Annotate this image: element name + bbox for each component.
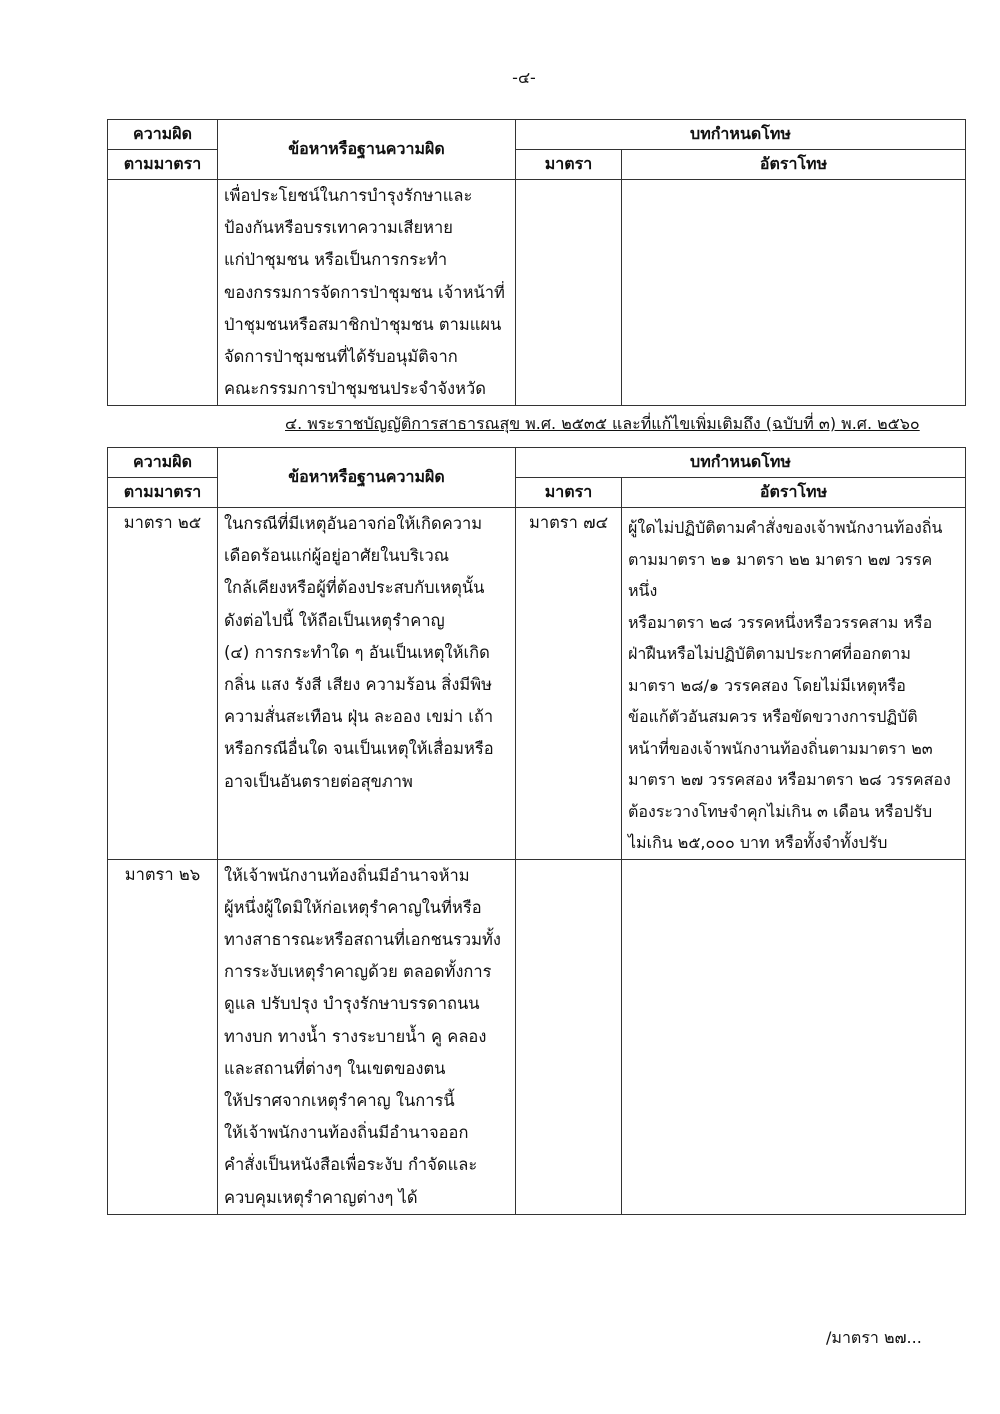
offense-cell: มาตรา ๒๖: [108, 859, 218, 1214]
header-penalty: บทกำหนดโทษ: [516, 448, 966, 478]
offense-cell: มาตรา ๒๕: [108, 508, 218, 860]
offense-cell: [108, 180, 218, 406]
header-charge: ข้อหาหรือฐานความผิด: [218, 448, 516, 508]
header-offense-line2: ตามมาตรา: [108, 478, 218, 508]
header-offense-line2: ตามมาตรา: [108, 150, 218, 180]
table-row: [108, 859, 966, 1214]
section-cell: [516, 859, 622, 1214]
page-number: -๔-: [512, 68, 536, 87]
header-offense: ความผิด: [108, 120, 218, 150]
charge-cell: เพื่อประโยชน์ในการบำรุงรักษาและ ป้องกันหรือบรรเทาความเสียหาย แก่ป่าชุมชน หรือเป็นการกระทำ ของกรรมการจัดการป่าชุมชน เจ้าหน้าที่ ป่าชุมชนหรือสมาชิกป่าชุมชน ตามแผน จัดการป่าชุมชนที่ได้รับอนุมัติจาก คณะกรรมการป่าชุมชนประจำจังหวัด: [218, 180, 516, 406]
header-rate: อัตราโทษ: [622, 150, 966, 180]
rate-cell: [622, 180, 966, 406]
header-penalty: บทกำหนดโทษ: [516, 120, 966, 150]
table-row: [108, 508, 966, 860]
header-section: มาตรา: [516, 150, 622, 180]
section-cell: [516, 180, 622, 406]
header-charge: ข้อหาหรือฐานความผิด: [218, 120, 516, 180]
rate-cell: ผู้ใดไม่ปฏิบัติตามคำสั่งของเจ้าพนักงานท้องถิ่น ตามมาตรา ๒๑ มาตรา ๒๒ มาตรา ๒๗ วรรคหนึ่ง หรือมาตรา ๒๘ วรรคหนึ่งหรือวรรคสาม หรือ ฝ่าฝืนหรือไม่ปฏิบัติตามประกาศที่ออกตาม มาตรา ๒๘/๑ วรรคสอง โดยไม่มีเหตุหรือ ข้อแก้ตัวอันสมควร หรือขัดขวางการปฏิบัติ หน้าที่ของเจ้าพนักงานท้องถิ่นตามมาตรา ๒๓ มาตรา ๒๗ วรรคสอง หรือมาตรา ๒๘ วรรคสอง ต้องระวางโทษจำคุกไม่เกิน ๓ เดือน หรือปรับ ไม่เกิน ๒๕,๐๐๐ บาท หรือทั้งจำทั้งปรับ: [622, 508, 966, 860]
section-cell: มาตรา ๗๔: [516, 508, 622, 860]
charge-cell: ให้เจ้าพนักงานท้องถิ่นมีอำนาจห้าม ผู้หนึ่งผู้ใดมิให้ก่อเหตุรำคาญในที่หรือ ทางสาธารณะหรือสถานที่เอกชนรวมทั้ง การระงับเหตุรำคาญด้วย ตลอดทั้งการ ดูแล ปรับปรุง บำรุงรักษาบรรดาถนน ทางบก ทางน้ำ รางระบายน้ำ คู คลอง และสถานที่ต่างๆ ในเขตของตน ให้ปราศจากเหตุรำคาญ ในการนี้ ให้เจ้าพนักงานท้องถิ่นมีอำนาจออก คำสั่งเป็นหนังสือเพื่อระงับ กำจัดและ ควบคุมเหตุรำคาญต่างๆ ได้: [218, 859, 516, 1214]
header-offense: ความผิด: [108, 448, 218, 478]
table-public-health: [107, 447, 966, 1215]
table-continued: [107, 119, 966, 406]
rate-cell: [622, 859, 966, 1214]
header-section: มาตรา: [516, 478, 622, 508]
section-title: ๔. พระราชบัญญัติการสาธารณสุข พ.ศ. ๒๕๓๕ และที่แก้ไขเพิ่มเติมถึง (ฉบับที่ ๓) พ.ศ. ๒๕๖๐: [285, 414, 920, 433]
charge-cell: ในกรณีที่มีเหตุอันอาจก่อให้เกิดความ เดือดร้อนแก่ผู้อยู่อาศัยในบริเวณ ใกล้เคียงหรือผู้ที่ต้องประสบกับเหตุนั้น ดังต่อไปนี้ ให้ถือเป็นเหตุรำคาญ (๔) การกระทำใด ๆ อันเป็นเหตุให้เกิด กลิ่น แสง รังสี เสียง ความร้อน สิ่งมีพิษ ความสั่นสะเทือน ฝุ่น ละออง เขม่า เถ้า หรือกรณีอื่นใด จนเป็นเหตุให้เสื่อมหรือ อาจเป็นอันตรายต่อสุขภาพ: [218, 508, 516, 860]
footer-next-section: /มาตรา ๒๗...: [826, 1328, 922, 1347]
header-rate: อัตราโทษ: [622, 478, 966, 508]
